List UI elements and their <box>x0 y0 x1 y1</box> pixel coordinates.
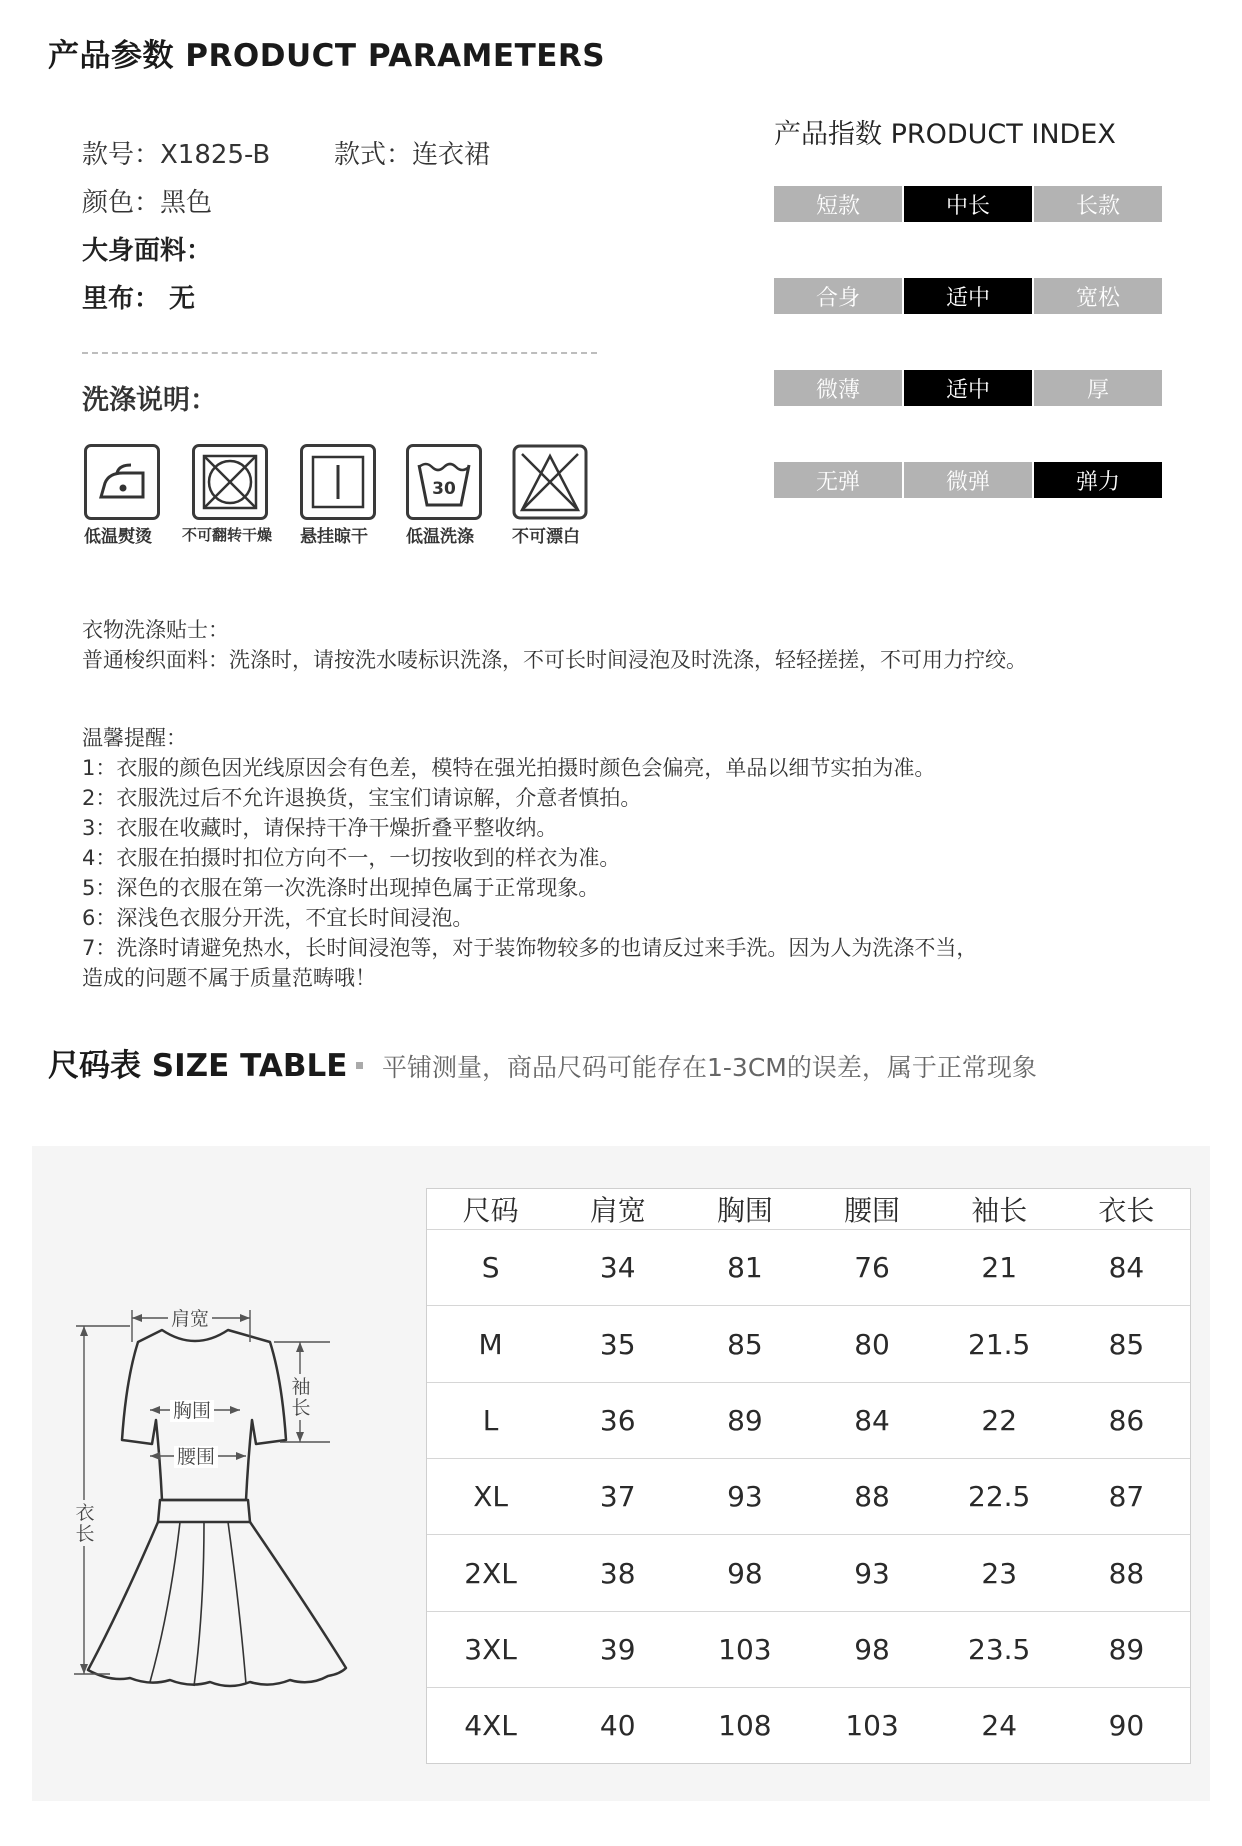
table-cell: 80 <box>808 1306 935 1382</box>
hang-dry-icon <box>300 444 376 520</box>
size-table-header <box>427 1189 1190 1230</box>
fabric-label: 大身面料： <box>82 236 213 266</box>
bullet-icon <box>356 1062 363 1069</box>
reminder-item: 7：洗涤时请避免热水，长时间浸泡等，对于装饰物较多的也请反过来手洗。因为人为洗涤不当， <box>82 936 978 960</box>
table-cell: 88 <box>808 1459 935 1535</box>
table-cell: 21.5 <box>936 1306 1063 1382</box>
table-cell: 22.5 <box>936 1459 1063 1535</box>
wash-30-icon <box>406 444 482 520</box>
table-cell: 85 <box>681 1306 808 1382</box>
style-number: 款号：X1825-B <box>82 140 271 170</box>
table-cell: 37 <box>554 1459 681 1535</box>
style-type: 款式：连衣裙 <box>334 140 491 170</box>
length-index-bar <box>774 186 1162 222</box>
table-cell: 84 <box>1063 1230 1190 1306</box>
wash-label: 低温洗涤 <box>406 527 474 547</box>
reminder-heading: 温馨提醒： <box>82 726 187 750</box>
column-header: 腰围 <box>808 1189 935 1230</box>
index-option: 微弹 <box>904 462 1032 498</box>
table-cell: XL <box>427 1459 554 1535</box>
table-cell: 21 <box>936 1230 1063 1306</box>
table-cell: 81 <box>681 1230 808 1306</box>
wash-label: 悬挂晾干 <box>300 527 368 547</box>
table-cell: 86 <box>1063 1382 1190 1458</box>
reminder-item: 6：深浅色衣服分开洗，不宜长时间浸泡。 <box>82 906 474 930</box>
table-cell: 85 <box>1063 1306 1190 1382</box>
no-bleach-icon <box>512 444 588 520</box>
reminder-item: 5：深色的衣服在第一次洗涤时出现掉色属于正常现象。 <box>82 876 600 900</box>
index-option: 短款 <box>774 186 902 222</box>
elasticity-index-bar <box>774 462 1162 498</box>
index-option: 适中 <box>904 370 1032 406</box>
column-header: 衣长 <box>1063 1189 1190 1230</box>
table-cell: 23.5 <box>936 1611 1063 1687</box>
product-parameters-heading: 产品参数 PRODUCT PARAMETERS <box>48 38 606 74</box>
color-value: 颜色：黑色 <box>82 188 213 218</box>
table-cell: 4XL <box>464 1709 517 1743</box>
table-cell: 103 <box>845 1709 899 1743</box>
index-option: 弹力 <box>1034 462 1162 498</box>
index-option: 长款 <box>1034 186 1162 222</box>
table-cell: 108 <box>718 1709 772 1743</box>
column-header: 胸围 <box>681 1189 808 1230</box>
care-tips-text: 普通梭织面料：洗涤时，请按洗水唛标识洗涤，不可长时间浸泡及时洗涤，轻轻搓搓，不可用力拧绞。 <box>82 648 1027 672</box>
table-cell: 93 <box>681 1459 808 1535</box>
wash-label: 不可翻转干燥 <box>182 526 273 544</box>
table-row <box>427 1230 1190 1306</box>
table-cell: 98 <box>808 1611 935 1687</box>
shoulder-label: 肩宽 <box>170 1308 210 1330</box>
wash-instructions-title: 洗涤说明： <box>82 385 217 416</box>
index-option: 微薄 <box>774 370 902 406</box>
table-cell: 34 <box>554 1230 681 1306</box>
reminder-item: 2：衣服洗过后不允许退换货，宝宝们请谅解，介意者慎拍。 <box>82 786 642 810</box>
table-cell: 36 <box>554 1382 681 1458</box>
table-cell: 23 <box>936 1535 1063 1611</box>
size-table-note: 平铺测量，商品尺码可能存在1-3CM的误差，属于正常现象 <box>382 1053 1037 1082</box>
product-index-title: 产品指数 PRODUCT INDEX <box>774 119 1116 150</box>
table-cell: 40 <box>599 1709 636 1743</box>
table-row <box>427 1688 1190 1763</box>
table-cell: 89 <box>681 1382 808 1458</box>
waist-label: 腰围 <box>176 1446 216 1468</box>
table-cell: 98 <box>681 1535 808 1611</box>
no-tumble-dry-icon <box>192 444 268 520</box>
wash-label: 低温熨烫 <box>84 527 152 547</box>
size-table <box>426 1188 1191 1764</box>
table-cell: M <box>427 1306 554 1382</box>
table-row <box>427 1382 1190 1458</box>
table-cell: 76 <box>808 1230 935 1306</box>
sleeve-label: 袖长 <box>291 1376 311 1419</box>
reminder-item: 1：衣服的颜色因光线原因会有色差，模特在强光拍摄时颜色会偏亮，单品以细节实拍为准。 <box>82 756 936 780</box>
thickness-index-bar <box>774 370 1162 406</box>
lining-value: 里布： 无 <box>82 284 196 314</box>
index-option: 厚 <box>1034 370 1162 406</box>
table-row <box>427 1611 1190 1687</box>
table-cell: 39 <box>554 1611 681 1687</box>
table-row <box>427 1459 1190 1535</box>
table-row <box>427 1535 1190 1611</box>
table-cell: 84 <box>808 1382 935 1458</box>
wash-label: 不可漂白 <box>512 527 580 547</box>
table-row <box>427 1306 1190 1382</box>
index-option: 适中 <box>904 278 1032 314</box>
length-label: 衣长 <box>75 1502 95 1545</box>
table-cell: 3XL <box>427 1611 554 1687</box>
table-cell: 88 <box>1063 1535 1190 1611</box>
table-cell: 2XL <box>427 1535 554 1611</box>
table-cell: 24 <box>981 1709 1018 1743</box>
table-cell: L <box>427 1382 554 1458</box>
table-cell: 87 <box>1063 1459 1190 1535</box>
index-option: 中长 <box>904 186 1032 222</box>
index-option: 无弹 <box>774 462 902 498</box>
reminder-item: 3：衣服在收藏时，请保持干净干燥折叠平整收纳。 <box>82 816 558 840</box>
table-cell: 38 <box>554 1535 681 1611</box>
index-option: 宽松 <box>1034 278 1162 314</box>
column-header: 袖长 <box>936 1189 1063 1230</box>
table-cell: 89 <box>1063 1611 1190 1687</box>
care-tips-heading: 衣物洗涤贴士： <box>82 618 229 642</box>
index-option: 合身 <box>774 278 902 314</box>
low-temp-iron-icon <box>84 444 160 520</box>
table-cell: 93 <box>808 1535 935 1611</box>
column-header: 尺码 <box>427 1189 554 1230</box>
size-table-body <box>427 1230 1190 1764</box>
table-cell: 35 <box>554 1306 681 1382</box>
section-divider <box>82 352 597 354</box>
chest-label: 胸围 <box>172 1400 212 1422</box>
table-cell: 90 <box>1108 1709 1145 1743</box>
dress-measurement-diagram <box>70 1290 400 1690</box>
table-cell: 22 <box>936 1382 1063 1458</box>
fit-index-bar <box>774 278 1162 314</box>
table-cell: S <box>427 1230 554 1306</box>
reminder-item: 造成的问题不属于质量范畴哦！ <box>82 966 376 990</box>
size-table-heading: 尺码表 SIZE TABLE <box>48 1048 348 1084</box>
column-header: 肩宽 <box>554 1189 681 1230</box>
wash-temperature: 30 <box>432 479 456 499</box>
reminder-item: 4：衣服在拍摄时扣位方向不一，一切按收到的样衣为准。 <box>82 846 621 870</box>
table-cell: 103 <box>681 1611 808 1687</box>
